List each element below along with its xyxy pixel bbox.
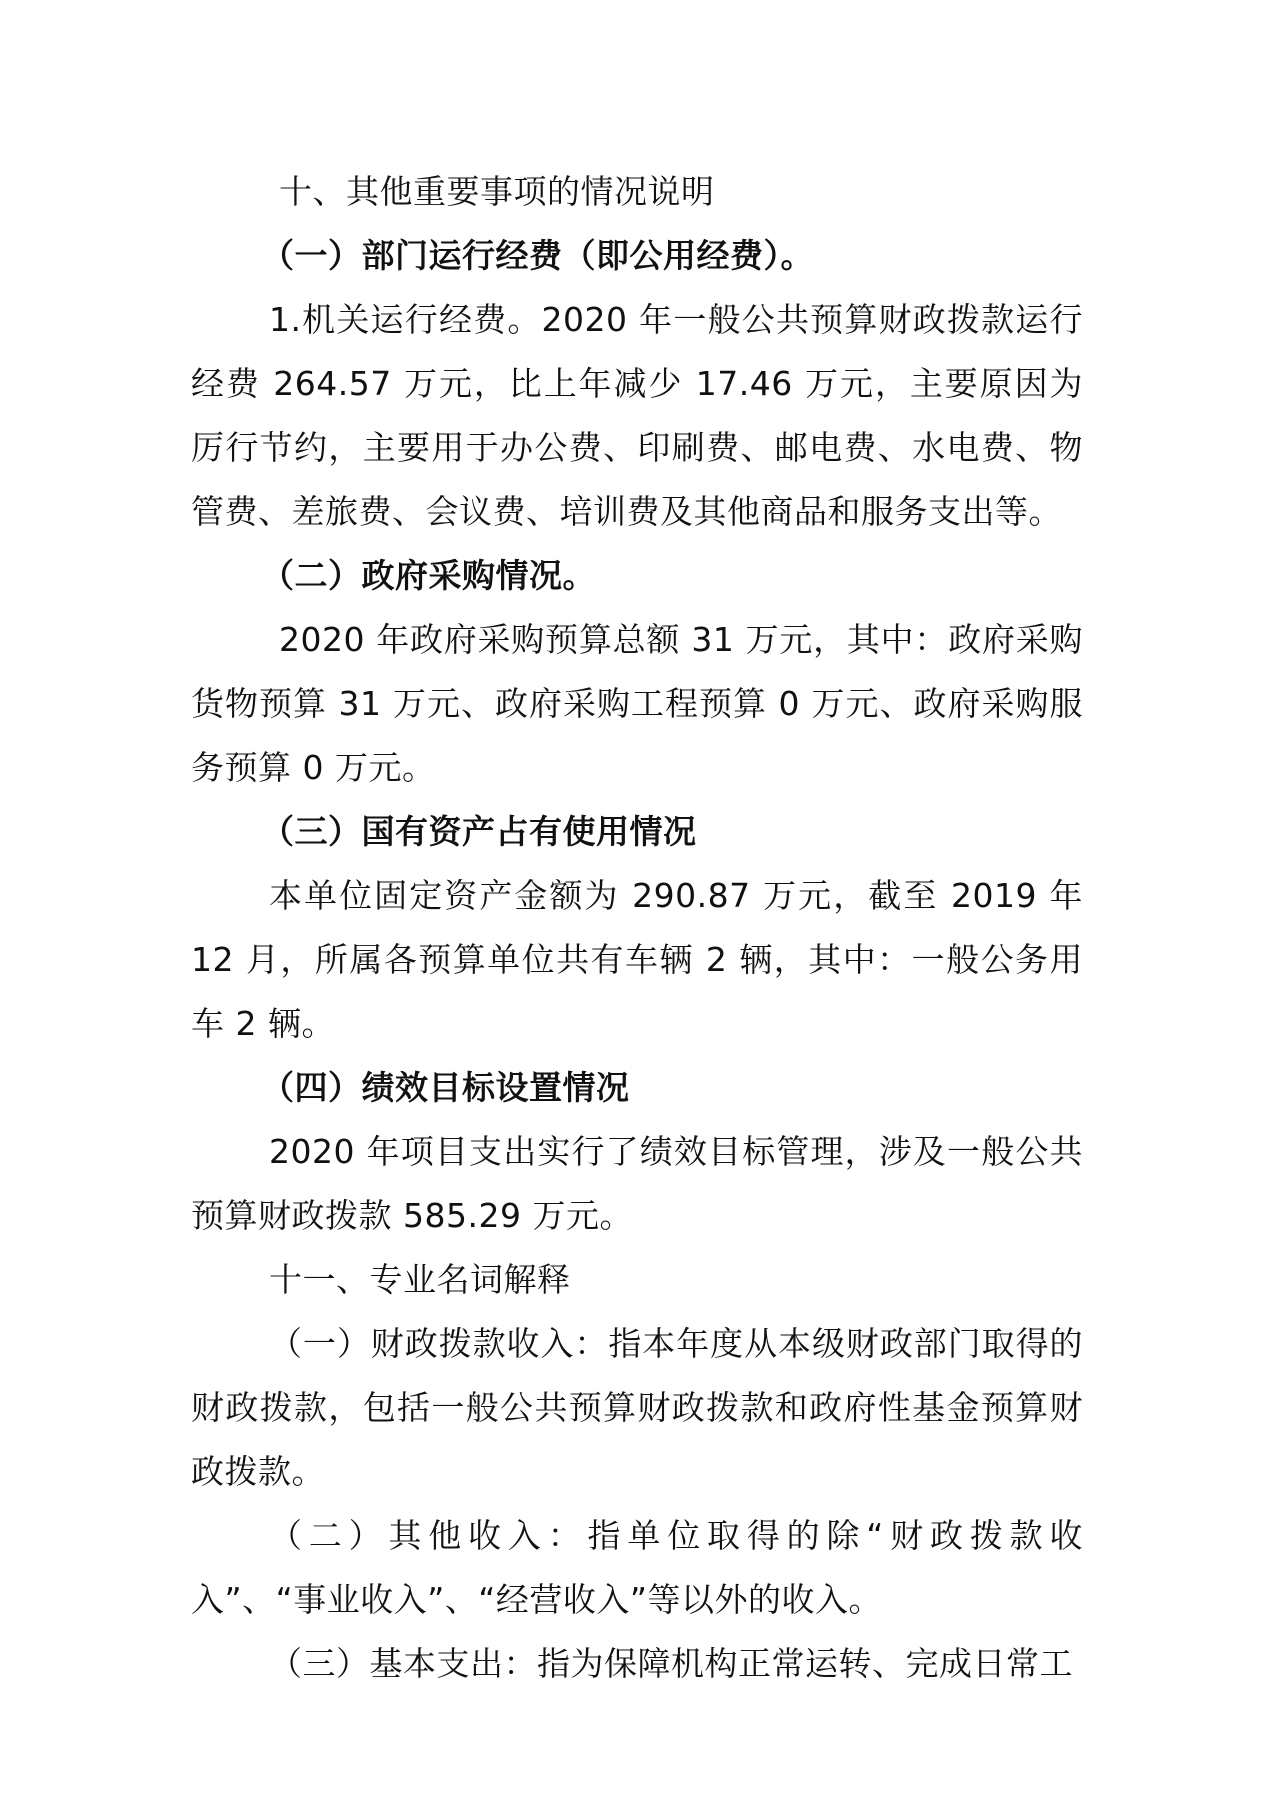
subsection-2-paragraph: 2020 年政府采购预算总额 31 万元，其中：政府采购货物预算 31 万元、政府采购工程预算 0 万元、政府采购服务预算 0 万元。: [191, 620, 1083, 787]
subsection-4-heading: （四）绩效目标设置情况: [261, 1068, 630, 1107]
subsection-3-paragraph: 本单位固定资产金额为 290.87 万元，截至 2019 年 12 月，所属各预算单位共有车辆 2 辆，其中：一般公务用车 2 辆。: [191, 876, 1083, 1043]
section-11-heading: 十一、专业名词解释: [269, 1260, 571, 1299]
term-fiscal-appropriation-income: （一）财政拨款收入：指本年度从本级财政部门取得的财政拨款，包括一般公共预算财政拨款和政府性基金预算财政拨款。: [191, 1324, 1083, 1491]
subsection-2-heading: （二）政府采购情况。: [261, 556, 596, 595]
term-other-income: （二）其他收入：指单位取得的除“财政拨款收入”、“事业收入”、“经营收入”等以外的收入。: [191, 1516, 1083, 1619]
term-basic-expenditure: （三）基本支出：指为保障机构正常运转、完成日常工: [269, 1644, 1073, 1683]
section-10-heading: 十、其他重要事项的情况说明: [279, 172, 715, 211]
subsection-3-heading: （三）国有资产占有使用情况: [261, 812, 697, 851]
subsection-1-heading: （一）部门运行经费（即公用经费）。: [261, 236, 814, 275]
subsection-4-paragraph: 2020 年项目支出实行了绩效目标管理，涉及一般公共预算财政拨款 585.29 万元。: [191, 1132, 1083, 1235]
subsection-1-paragraph: 1.机关运行经费。2020 年一般公共预算财政拨款运行经费 264.57 万元，比上年减少 17.46 万元，主要原因为厉行节约，主要用于办公费、印刷费、邮电费、水电费、物管费、差旅费、会议费、培训费及其他商品和服务支出等。: [191, 300, 1083, 531]
document-body: [191, 160, 1083, 1696]
